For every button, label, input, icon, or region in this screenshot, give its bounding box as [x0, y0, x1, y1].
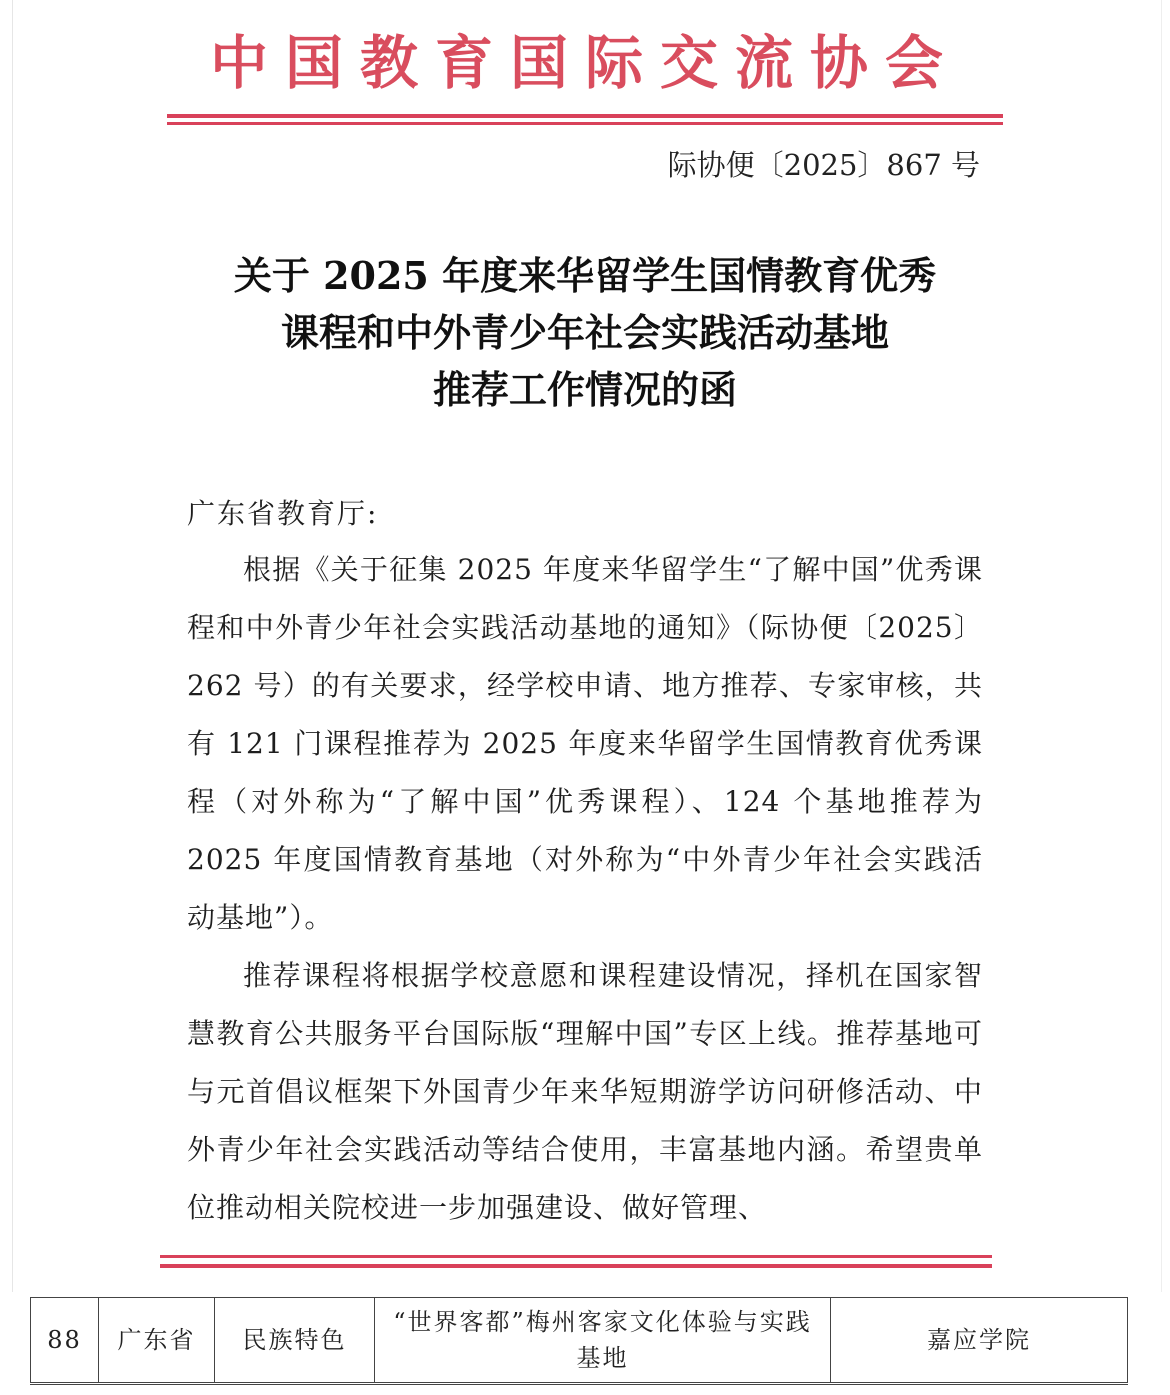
- footer-rule-top: [160, 1255, 992, 1258]
- title-line-2: 课程和中外青少年社会实践活动基地: [280, 310, 889, 355]
- letterhead-rule-top: [167, 114, 1003, 118]
- letterhead-rule-bottom: [167, 122, 1003, 125]
- paragraph-1: 根据《关于征集 2025 年度来华留学生“了解中国”优秀课程和中外青少年社会实践活动基地的通知》（际协便〔2025〕262 号）的有关要求，经学校申请、地方推荐、专家审核，共有 121 门课程推荐为 2025 年度来华留学生国情教育优秀课程（对外称为“了解中国”优秀课程）、124 个基地推荐为 2025 年度国情教育基地（对外称为“中外青少年社会实践活动基地”）。: [187, 553, 983, 934]
- letter-body: [187, 541, 983, 1237]
- cell-institution: 嘉应学院: [831, 1298, 1128, 1383]
- document-number: 际协便〔2025〕867 号: [667, 148, 980, 182]
- cell-base-name: “世界客都”梅州客家文化体验与实践基地: [375, 1298, 831, 1383]
- cell-province: 广东省: [99, 1298, 215, 1383]
- letterhead-title: 中国教育国际交流协会: [209, 29, 960, 97]
- salutation: 广东省教育厅:: [187, 497, 379, 530]
- base-list-table: [30, 1297, 1128, 1383]
- cell-number: 88: [31, 1298, 99, 1383]
- title-line-3: 推荐工作情况的函: [432, 367, 737, 412]
- paragraph-2: 推荐课程将根据学校意愿和课程建设情况，择机在国家智慧教育公共服务平台国际版“理解中国”专区上线。推荐基地可与元首倡议框架下外国青少年来华短期游学访问研修活动、中外青少年社会实践活动等结合使用，丰富基地内涵。希望贵单位推动相关院校进一步加强建设、做好管理、: [187, 959, 983, 1224]
- cell-category: 民族特色: [215, 1298, 375, 1383]
- footer-rule-bottom: [160, 1264, 992, 1268]
- table-row: [31, 1298, 1128, 1383]
- title-line-1: 关于 2025 年度来华留学生国情教育优秀: [233, 253, 937, 298]
- table-bottom-edge: [30, 1384, 1128, 1385]
- document-title: [0, 247, 1170, 418]
